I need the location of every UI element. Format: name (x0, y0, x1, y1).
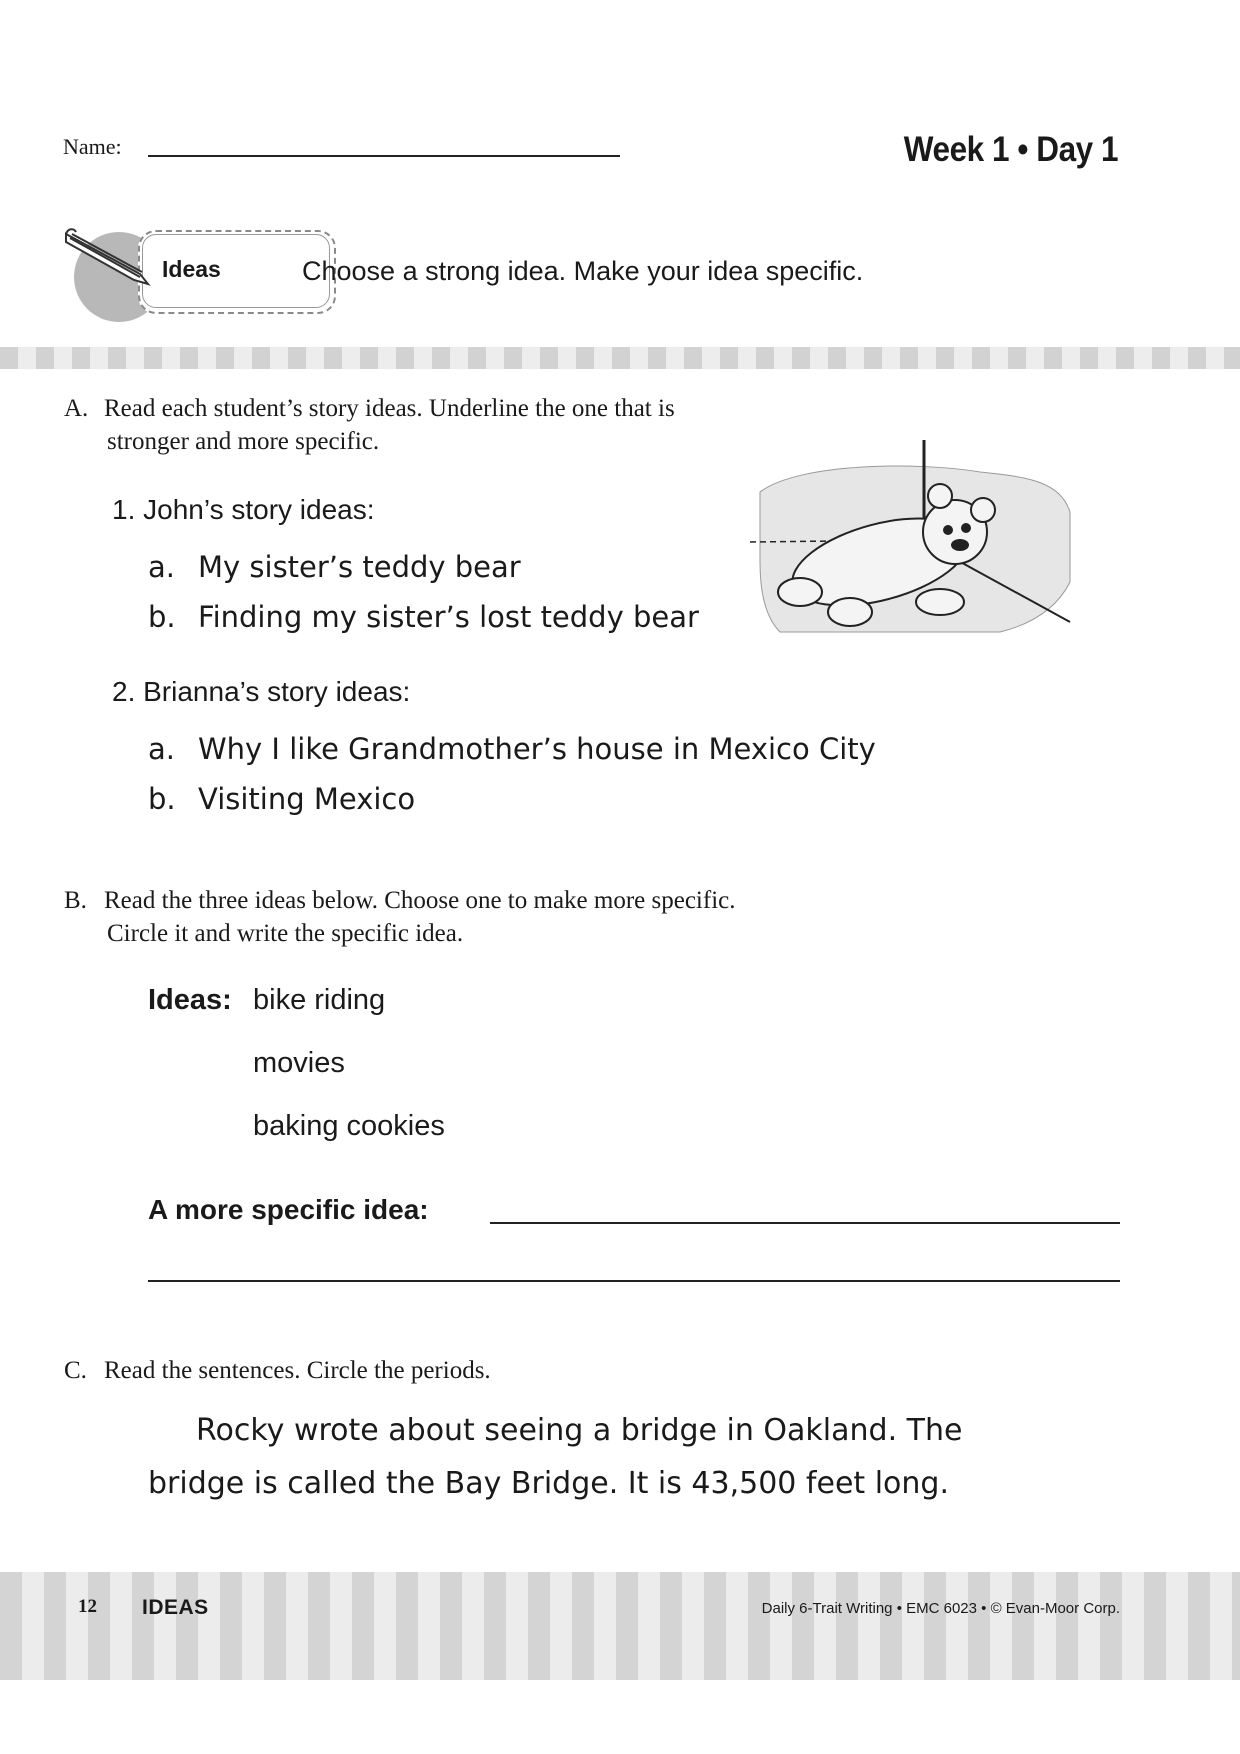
item-2-choice-b[interactable] (148, 782, 415, 816)
section-b-instruction-line1: Read the three ideas below. Choose one to make more specific. (104, 887, 736, 914)
choice-text: Visiting Mexico (198, 782, 416, 816)
footer-bar (0, 1572, 1240, 1680)
section-c-letter: C. (64, 1357, 87, 1384)
section-c-instruction (64, 1354, 491, 1387)
footer-credit: Daily 6-Trait Writing • EMC 6023 • © Evan-Moor Corp. (761, 1600, 1120, 1617)
week-day-heading: Week 1 • Day 1 (903, 130, 1118, 169)
ideas-label: Ideas: (148, 984, 232, 1016)
item-1-choice-a[interactable] (148, 550, 521, 584)
choice-label: b. (148, 600, 176, 634)
badge-label: Ideas (162, 256, 221, 282)
item-1-heading: 1. John’s story ideas: (112, 494, 375, 525)
trait-description: Choose a strong idea. Make your idea specific. (302, 256, 864, 286)
name-label: Name: (63, 134, 122, 159)
passage-line: bridge is called the Bay Bridge. It is 43,500 feet long. (148, 1466, 949, 1501)
choice-text: My sister’s teddy bear (198, 550, 521, 584)
idea-option[interactable]: bike riding (253, 984, 386, 1016)
specific-idea-answer-line[interactable] (148, 1280, 1120, 1282)
choice-label: a. (148, 732, 175, 766)
choice-text: Finding my sister’s lost teddy bear (198, 600, 699, 634)
choice-label: a. (148, 550, 175, 584)
footer-section-label: IDEAS (142, 1596, 209, 1619)
trait-badge (62, 222, 282, 322)
teddy-bear-illustration (740, 432, 1080, 652)
name-field[interactable] (148, 155, 620, 157)
section-b-instruction-line2: Circle it and write the specific idea. (107, 920, 464, 947)
item-2-heading: 2. Brianna’s story ideas: (112, 676, 411, 707)
section-a-letter: A. (64, 395, 89, 422)
section-a-instruction-line2: stronger and more specific. (107, 428, 380, 455)
passage-line: Rocky wrote about seeing a bridge in Oakland. The (196, 1413, 963, 1448)
section-b-instruction (64, 884, 1044, 950)
idea-option[interactable]: baking cookies (253, 1110, 445, 1142)
idea-option[interactable]: movies (253, 1047, 345, 1079)
section-a-instruction-line1: Read each student’s story ideas. Underline the one that is (104, 395, 675, 422)
pencil-icon (62, 222, 162, 302)
section-b-letter: B. (64, 887, 87, 914)
choice-text: Why I like Grandmother’s house in Mexico City (198, 732, 876, 766)
specific-idea-label: A more specific idea: (148, 1194, 429, 1225)
choice-label: b. (148, 782, 176, 816)
item-2-choice-a[interactable] (148, 732, 876, 766)
header-divider (0, 347, 1240, 369)
page-number: 12 (78, 1596, 97, 1617)
specific-idea-answer-line[interactable] (490, 1222, 1120, 1224)
item-1-choice-b[interactable] (148, 600, 699, 634)
section-c-instruction-text: Read the sentences. Circle the periods. (104, 1357, 491, 1384)
